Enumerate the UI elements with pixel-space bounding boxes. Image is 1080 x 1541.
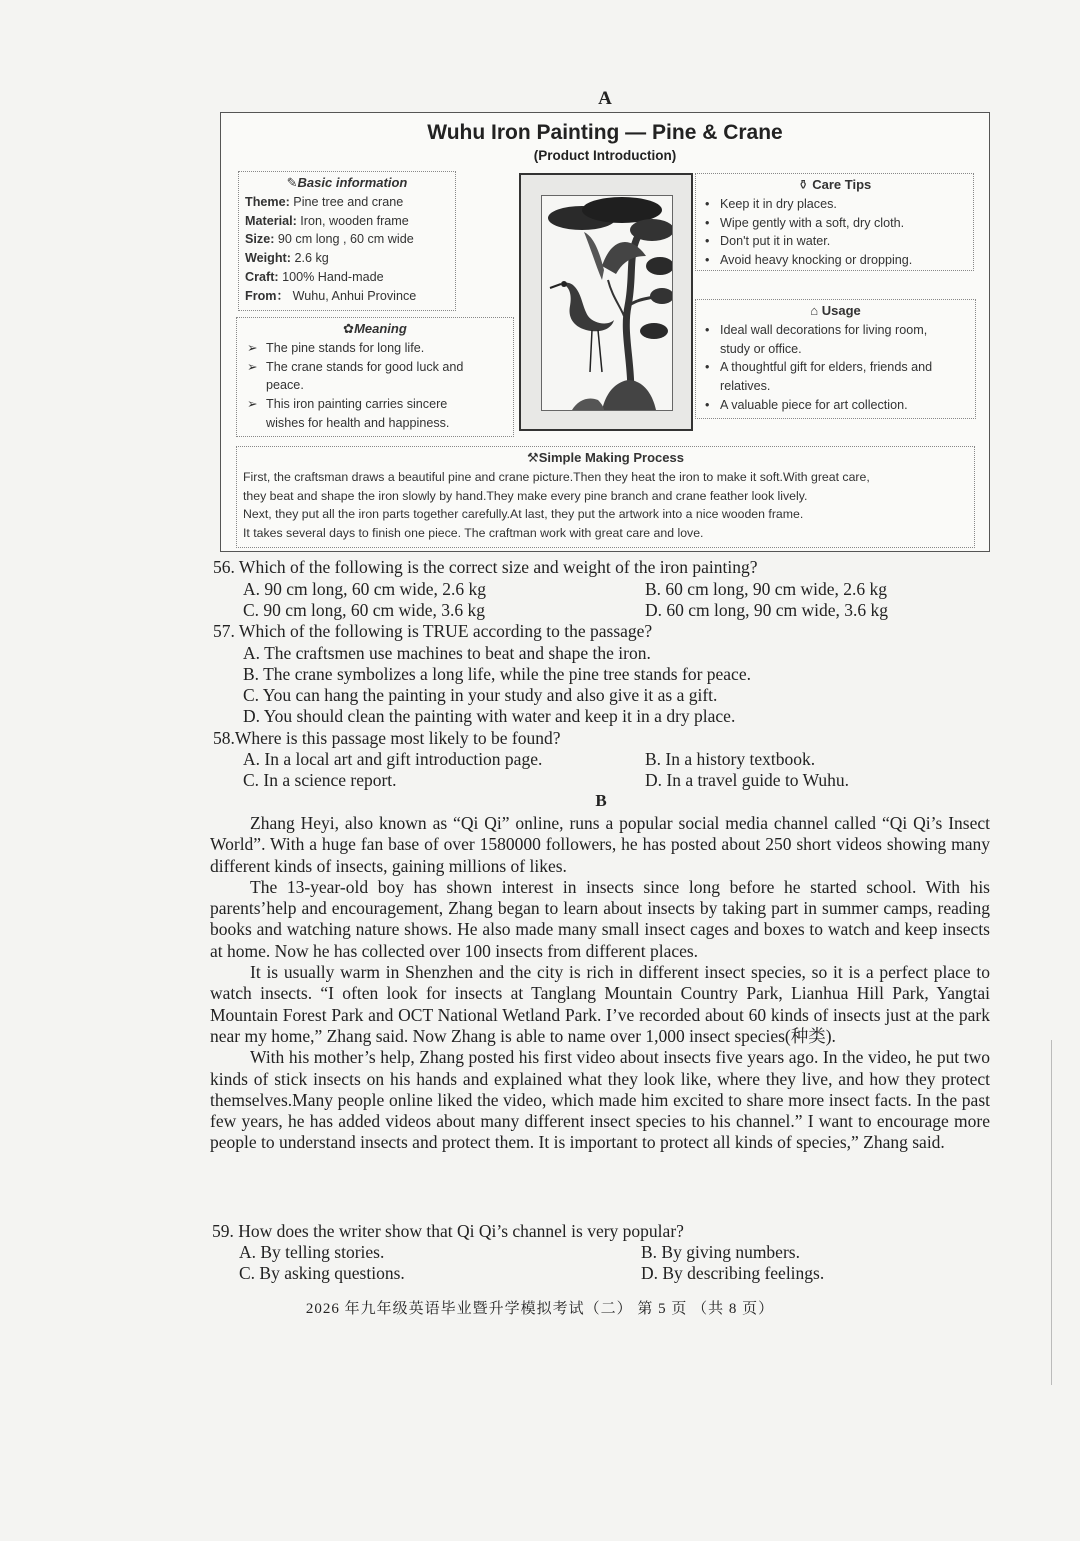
page-footer: 2026 年九年级英语毕业暨升学模拟考试（二） 第 5 页 （共 8 页） <box>305 1301 775 1317</box>
usage-box <box>695 299 976 419</box>
hammer-icon: ⚒ <box>527 450 539 465</box>
q58-option-d: D. In a travel guide to Wuhu. <box>645 770 850 790</box>
care-item: • Avoid heavy knocking or dropping. <box>705 253 913 268</box>
process-heading: ⚒Simple Making Process <box>527 450 684 465</box>
care-tips-heading: ⚱ Care Tips <box>797 177 872 192</box>
care-item: • Don't put it in water. <box>705 234 831 249</box>
info-row-theme: Theme: Pine tree and crane <box>245 194 404 209</box>
info-row-weight: Weight: 2.6 kg <box>245 251 329 266</box>
q57-option-c: C. You can hang the painting in your study and also give it as a gift. <box>243 685 718 705</box>
info-row-material: Material: Iron, wooden frame <box>245 213 409 228</box>
q59-option-b: B. By giving numbers. <box>641 1242 800 1262</box>
scan-edge-line <box>1051 1040 1052 1385</box>
q56-option-a: A. 90 cm long, 60 cm wide, 2.6 kg <box>243 579 487 599</box>
house-icon: ⌂ <box>810 303 819 318</box>
q58-stem: 58.Where is this passage most likely to be found? <box>213 728 561 748</box>
info-row-from: From： Wuhu, Anhui Province <box>245 288 417 303</box>
q59-option-a: A. By telling stories. <box>239 1242 385 1262</box>
q58-option-b: B. In a history textbook. <box>645 749 816 769</box>
process-box <box>236 446 975 548</box>
process-line: It takes several days to finish one piece. The craftman work with great care and love. <box>243 526 704 541</box>
usage-heading: ⌂ Usage <box>810 303 861 318</box>
q57-option-a: A. The craftsmen use machines to beat and shape the iron. <box>243 643 651 663</box>
process-line: they beat and shape the iron slowly by hand.They make every pine branch and crane feather look lively. <box>243 488 808 503</box>
q56-option-b: B. 60 cm long, 90 cm wide, 2.6 kg <box>645 579 888 599</box>
pin-icon: ✎ <box>286 175 298 190</box>
section-b-label: B <box>595 791 607 810</box>
meaning-box <box>236 317 514 437</box>
q58-option-a: A. In a local art and gift introduction page. <box>243 749 543 769</box>
meaning-item: ➢ The crane stands for good luck and peace. <box>247 359 464 393</box>
usage-item: • Ideal wall decorations for living room, study or office. <box>705 322 928 356</box>
q56-option-d: D. 60 cm long, 90 cm wide, 3.6 kg <box>645 600 889 620</box>
passage-b <box>210 813 990 1154</box>
care-item: • Keep it in dry places. <box>705 196 837 211</box>
q59-option-d: D. By describing feelings. <box>641 1263 825 1283</box>
passage-paragraph: It is usually warm in Shenzhen and the city is rich in different insect species, so it is a perfect place to watch insects. “I often look for insects at Tanglang Mountain Country Park, Lianhua Hill Park, Yangtai Mountain Forest Park and OCT National Wetland Park. I’ve recorded about 60 kinds of insects just at the park near my home,” Zhang said. Now Zhang is able to name over 1,000 insect species(种类). <box>210 962 990 1046</box>
care-tips-box <box>695 173 974 271</box>
q57-option-b: B. The crane symbolizes a long life, while the pine tree stands for peace. <box>243 664 751 684</box>
meaning-heading: ✿Meaning <box>343 321 407 336</box>
pine-crane-illustration <box>542 196 672 410</box>
flower-icon: ✿ <box>343 321 355 336</box>
basic-info-box <box>238 171 456 311</box>
q59-option-c: C. By asking questions. <box>239 1263 405 1283</box>
passage-paragraph: Zhang Heyi, also known as “Qi Qi” online, runs a popular social media channel called “Qi Qi’s Insect World”. With a huge fan base of over 1580000 followers, he has posted about 250 short videos showing many different kinds of insects, gaining millions of likes. <box>210 813 990 876</box>
process-line: Next, they put all the iron parts together carefully.At last, they put the artwork into a nice wooden frame. <box>243 507 804 522</box>
q57-stem: 57. Which of the following is TRUE according to the passage? <box>213 621 653 641</box>
passage-paragraph: With his mother’s help, Zhang posted his first video about insects five years ago. In the video, he put two kinds of stick insects on his hands and explained what they look like, where they live, and how they protect themselves.Many people online liked the video, which made him excited to share more insect facts. In the past few years, he has added videos about many different insect species to his channel.” I want to encourage more people to understand insects and protect them. It is important to protect all kinds of species,” Zhang said. <box>210 1047 990 1153</box>
usage-item: • A valuable piece for art collection. <box>705 397 908 412</box>
bottle-icon: ⚱ <box>797 177 809 192</box>
q56-stem: 56. Which of the following is the correct size and weight of the iron painting? <box>213 557 758 577</box>
product-card <box>220 112 990 552</box>
meaning-item: ➢ The pine stands for long life. <box>247 340 425 355</box>
q58-option-c: C. In a science report. <box>243 770 397 790</box>
basic-info-heading: ✎Basic information <box>286 175 408 190</box>
card-title: Wuhu Iron Painting — Pine & Crane <box>427 121 783 144</box>
meaning-item: ➢ This iron painting carries sincere wishes for health and happiness. <box>247 397 450 430</box>
q59-stem: 59. How does the writer show that Qi Qi’s channel is very popular? <box>212 1221 684 1241</box>
passage-paragraph: The 13-year-old boy has shown interest in insects since long before he started school. With his parents’help and encouragement, Zhang began to learn about insects by taking part in summer camps, reading books and watching nature shows. He also made many small insect cages and boxes to watch and keep insects at home. Now he has collected over 100 insects from different places. <box>210 876 990 961</box>
info-row-size: Size: 90 cm long , 60 cm wide <box>245 232 414 247</box>
q56-option-c: C. 90 cm long, 60 cm wide, 3.6 kg <box>243 600 486 620</box>
q57-option-d: D. You should clean the painting with water and keep it in a dry place. <box>243 706 736 726</box>
care-item: • Wipe gently with a soft, dry cloth. <box>705 215 905 230</box>
info-row-craft: Craft: 100% Hand-made <box>245 269 384 284</box>
iron-painting-image <box>519 173 693 431</box>
card-subtitle: (Product Introduction) <box>533 148 677 163</box>
usage-item: • A thoughtful gift for elders, friends and relatives. <box>705 360 933 394</box>
process-line: First, the craftsman draws a beautiful pine and crane picture.Then they heat the iron to make it soft.With great care, <box>243 469 870 484</box>
section-a-label: A <box>598 88 612 109</box>
